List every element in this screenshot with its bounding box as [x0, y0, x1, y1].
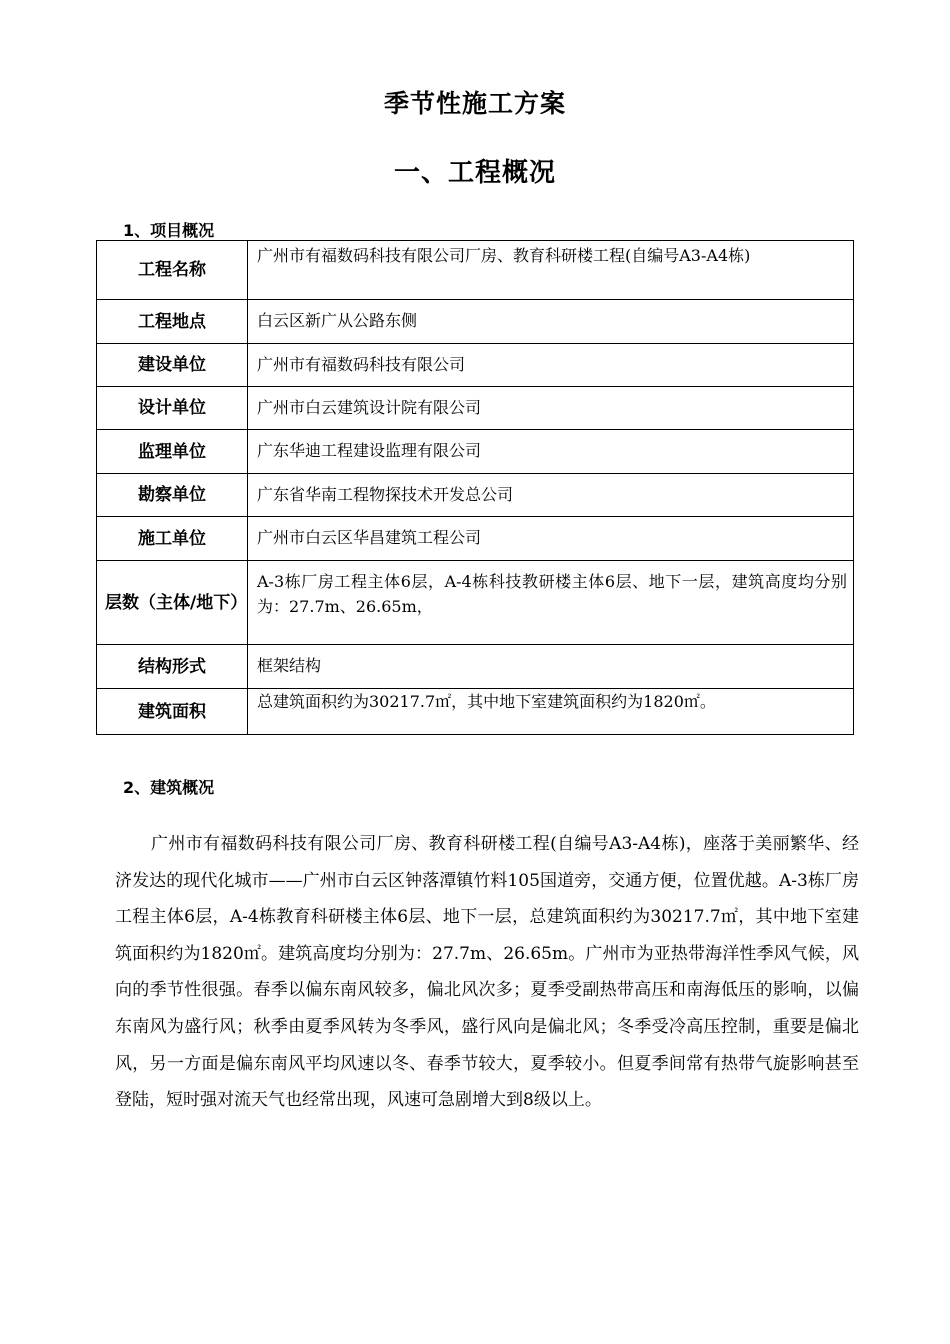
row-value: 广州市有福数码科技有限公司厂房、教育科研楼工程(自编号A3-A4栋) — [248, 241, 854, 300]
row-value: 广州市有福数码科技有限公司 — [248, 344, 854, 387]
subsection-building-overview: 2、建筑概况 — [123, 778, 215, 797]
section-heading: 一、工程概况 — [393, 158, 556, 188]
row-value: 广东华迪工程建设监理有限公司 — [248, 430, 854, 474]
row-value: 广州市白云建筑设计院有限公司 — [248, 387, 854, 430]
row-label: 设计单位 — [97, 387, 248, 430]
row-label: 结构形式 — [97, 645, 248, 689]
row-label: 监理单位 — [97, 430, 248, 474]
subsection-project-overview: 1、项目概况 — [123, 221, 215, 240]
project-overview-table — [96, 240, 854, 735]
row-label: 施工单位 — [97, 517, 248, 561]
row-label: 层数（主体/地下） — [97, 561, 248, 645]
building-overview-paragraph: 广州市有福数码科技有限公司厂房、教育科研楼工程(自编号A3-A4栋)，座落于美丽繁华、经济发达的现代化城市——广州市白云区钟落潭镇竹料105国道旁，交通方便，位置优越。A-3栋厂房工程主体6层，A-4栋教育科研楼主体6层、地下一层，总建筑面积约为30217.7㎡，其中地下室建筑面积约为1820㎡。建筑高度均分别为：27.7m、26.65m。广州市为亚热带海洋性季风气候，风向的季节性很强。春季以偏东南风较多，偏北风次多；夏季受副热带高压和南海低压的影响，以偏东南风为盛行风；秋季由夏季风转为冬季风，盛行风向是偏北风；冬季受冷高压控制，重要是偏北风，另一方面是偏东南风平均风速以冬、春季节较大，夏季较小。但夏季间常有热带气旋影响甚至登陆，短时强对流天气也经常出现，风速可急剧增大到8级以上。 — [115, 834, 859, 1111]
table-row — [97, 474, 854, 517]
table-row — [97, 241, 854, 300]
table-row — [97, 300, 854, 344]
table-row — [97, 430, 854, 474]
table-row — [97, 645, 854, 689]
row-value: 总建筑面积约为30217.7㎡，其中地下室建筑面积约为1820㎡。 — [248, 689, 854, 735]
row-value: 广州市白云区华昌建筑工程公司 — [248, 517, 854, 561]
table-row — [97, 689, 854, 735]
table-row — [97, 517, 854, 561]
row-value: 广东省华南工程物探技术开发总公司 — [248, 474, 854, 517]
row-value: 白云区新广从公路东侧 — [248, 300, 854, 344]
row-label: 建筑面积 — [97, 689, 248, 735]
row-value: 框架结构 — [248, 645, 854, 689]
table-row — [97, 387, 854, 430]
row-label: 勘察单位 — [97, 474, 248, 517]
row-label: 工程名称 — [97, 241, 248, 300]
document-title: 季节性施工方案 — [383, 89, 566, 118]
row-value: A-3栋厂房工程主体6层，A-4栋科技教研楼主体6层、地下一层，建筑高度均分别为：27.7m、26.65m， — [248, 561, 854, 645]
table-row — [97, 561, 854, 645]
table-row — [97, 344, 854, 387]
row-label: 工程地点 — [97, 300, 248, 344]
row-label: 建设单位 — [97, 344, 248, 387]
